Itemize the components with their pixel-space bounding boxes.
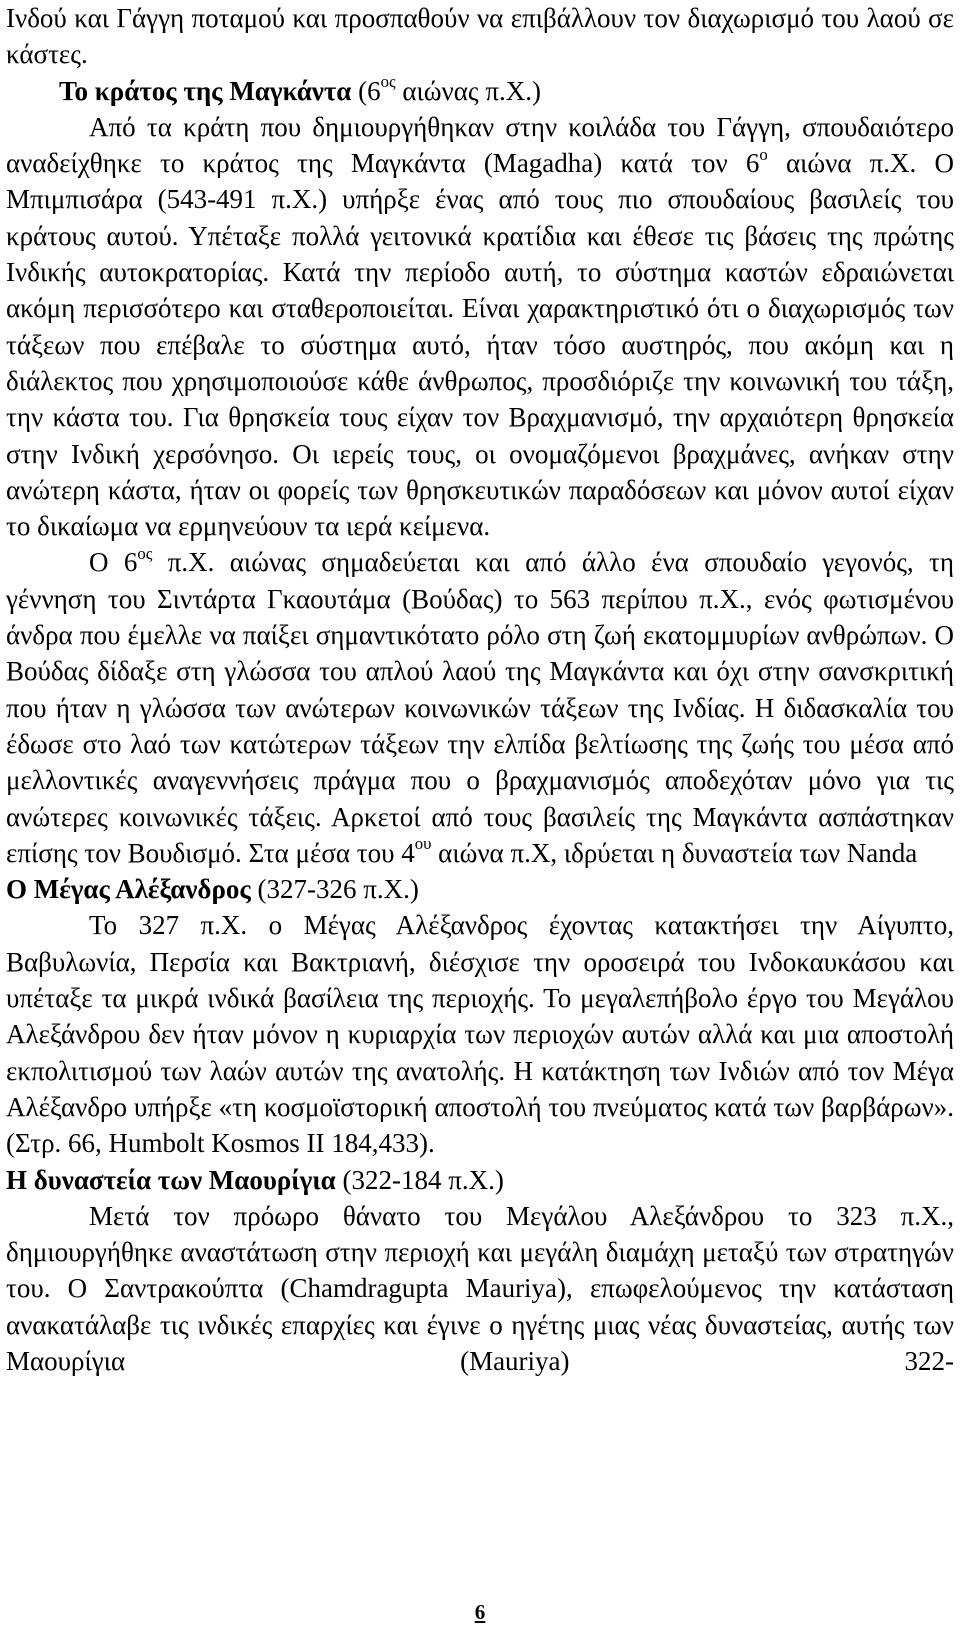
superscript: ου: [414, 834, 432, 854]
heading-period: αιώνας π.Χ.): [395, 75, 541, 106]
heading-alexander: [6, 871, 954, 907]
paragraph-text: Ινδού και Γάγγη ποταμού και προσπαθούν να επιβάλλουν τον διαχωρισμό του λαού σε κάστες.: [6, 3, 954, 70]
heading-title: Η δυναστεία των Μαουρίγια: [6, 1164, 336, 1195]
heading-title: Το κράτος της Μαγκάντα: [59, 75, 352, 106]
superscript: ος: [137, 543, 153, 563]
paragraph-text: αιώνα π.Χ, ιδρύεται η δυναστεία των Nanda: [431, 837, 918, 868]
heading-period: (327-326 π.Χ.): [250, 874, 419, 905]
paragraph-text: Το 327 π.Χ. ο Μέγας Αλέξανδρος έχοντας κατακτήσει την Αίγυπτο, Βαβυλωνία, Περσία και Βακτριανή, διέσχισε την οροσειρά του Ινδοκαυκάσου και υπέταξε τα μικρά ινδικά βασίλεια της περιοχής. Το μεγαλεπήβολο έργο του Μεγάλου Αλεξάνδρου δεν ήταν μόνον η κυριαρχία των περιοχών αυτών αλλά και μια αποστολή εκπολιτισμού των λαών αυτών της ανατολής. Η κατάκτηση των Ινδιών από τον Μέγα Αλέξανδρο υπήρξε «τη κοσμοϊστορική αποστολή του πνεύματος κατά των βαρβάρων». (Στρ. 66, Humbolt Kosmos II 184,433).: [6, 910, 954, 1159]
body-text: [6, 0, 954, 1379]
heading-century: (6: [351, 75, 381, 106]
heading-maurya: [6, 1162, 954, 1198]
page-number: 6: [474, 1600, 486, 1624]
heading-title: Ο Μέγας Αλέξανδρος: [6, 874, 251, 905]
superscript: ος: [380, 72, 396, 92]
paragraph-maurya: [6, 1198, 954, 1379]
paragraph-buddha: [6, 544, 954, 871]
superscript: ο: [759, 144, 768, 164]
paragraph-text: π.Χ. αιώνας σημαδεύεται και από άλλο ένα σπουδαίο γεγονός, τη γέννηση του Σιντάρτα Γκαουτάμα (Βούδας) το 563 περίπου π.Χ., ενός φωτισμένου άνδρα που έμελλε να παίξει σημαντικότατο ρόλο στη ζωή εκατομμυρίων ανθρώπων. Ο Βούδας δίδαξε στη γλώσσα του απλού λαού της Μαγκάντα και όχι στην σανσκριτική που ήταν η γλώσσα των ανώτερων κοινωνικών τάξεων της Ινδίας. Η διδασκαλία του έδωσε στο λαό των κατώτερων τάξεων την ελπίδα βελτίωσης της ζωής του μέσα από μελλοντικές αναγεννήσεις πράγμα που ο βραχμανισμός αποδεχόταν μόνο για τις ανώτερες κοινωνικές τάξεις. Αρκετοί από τους βασιλείς της Μαγκάντα ασπάστηκαν επίσης τον Βουδισμό. Στα μέσα του 4: [6, 547, 954, 868]
paragraph-text: αιώνα π.Χ. Ο Μπιμπισάρα (543-491 π.Χ.) υπήρξε ένας από τους πιο σπουδαίους βασιλείς του κράτους αυτού. Υπέταξε πολλά γειτονικά κρατίδια και έθεσε τις βάσεις της πρώτης Ινδικής αυτοκρατορίας. Κατά την περίοδο αυτή, το σύστημα καστών εδραιώνεται ακόμη περισσότερο και σταθεροποιείται. Είναι χαρακτηριστικό ότι ο διαχωρισμός των τάξεων που επέβαλε το σύστημα αυτό, ήταν τόσο αυστηρός, που ακόμη και η διάλεκτος που χρησιμοποιούσε κάθε άνθρωπος, προσδιόριζε την κοινωνική του τάξη, την κάστα του. Για θρησκεία τους είχαν τον Βραχμανισμό, την αρχαιότερη θρησκεία στην Ινδική χερσόνησο. Οι ιερείς τους, οι ονομαζόμενοι βραχμάνες, ανήκαν στην ανώτερη κάστα, ήταν οι φορείς των θρησκευτικών παραδόσεων και μόνον αυτοί είχαν το δικαίωμα να ερμηνεύουν τα ιερά κείμενα.: [6, 148, 954, 542]
heading-period: (322-184 π.Χ.): [335, 1164, 504, 1195]
paragraph-alexander: [6, 907, 954, 1161]
heading-magadha: [6, 73, 954, 109]
paragraph-text: Από τα κράτη που δημιουργήθηκαν στην κοιλάδα του Γάγγη, σπουδαιότερο αναδείχθηκε το κράτος της Μαγκάντα (Magadha) κατά τον 6: [6, 111, 954, 179]
paragraph-text: Ο 6: [89, 547, 138, 578]
paragraph-caste-intro: [6, 0, 954, 73]
paragraph-text: Μετά τον πρόωρο θάνατο του Μεγάλου Αλεξάνδρου το 323 π.Χ., δημιουργήθηκε αναστάτωση στην περιοχή και μεγάλη διαμάχη μεταξύ των στρατηγών του. Ο Σαντρακούπτα (Chamdragupta Mauriya), επωφελούμενος την κατάσταση ανακατάλαβε τις ινδικές επαρχίες και έγινε ο ηγέτης μιας νέας δυναστείας, αυτής των Μαουρίγια (Mauriya) 322-: [6, 1200, 954, 1376]
paragraph-magadha: [6, 109, 954, 545]
